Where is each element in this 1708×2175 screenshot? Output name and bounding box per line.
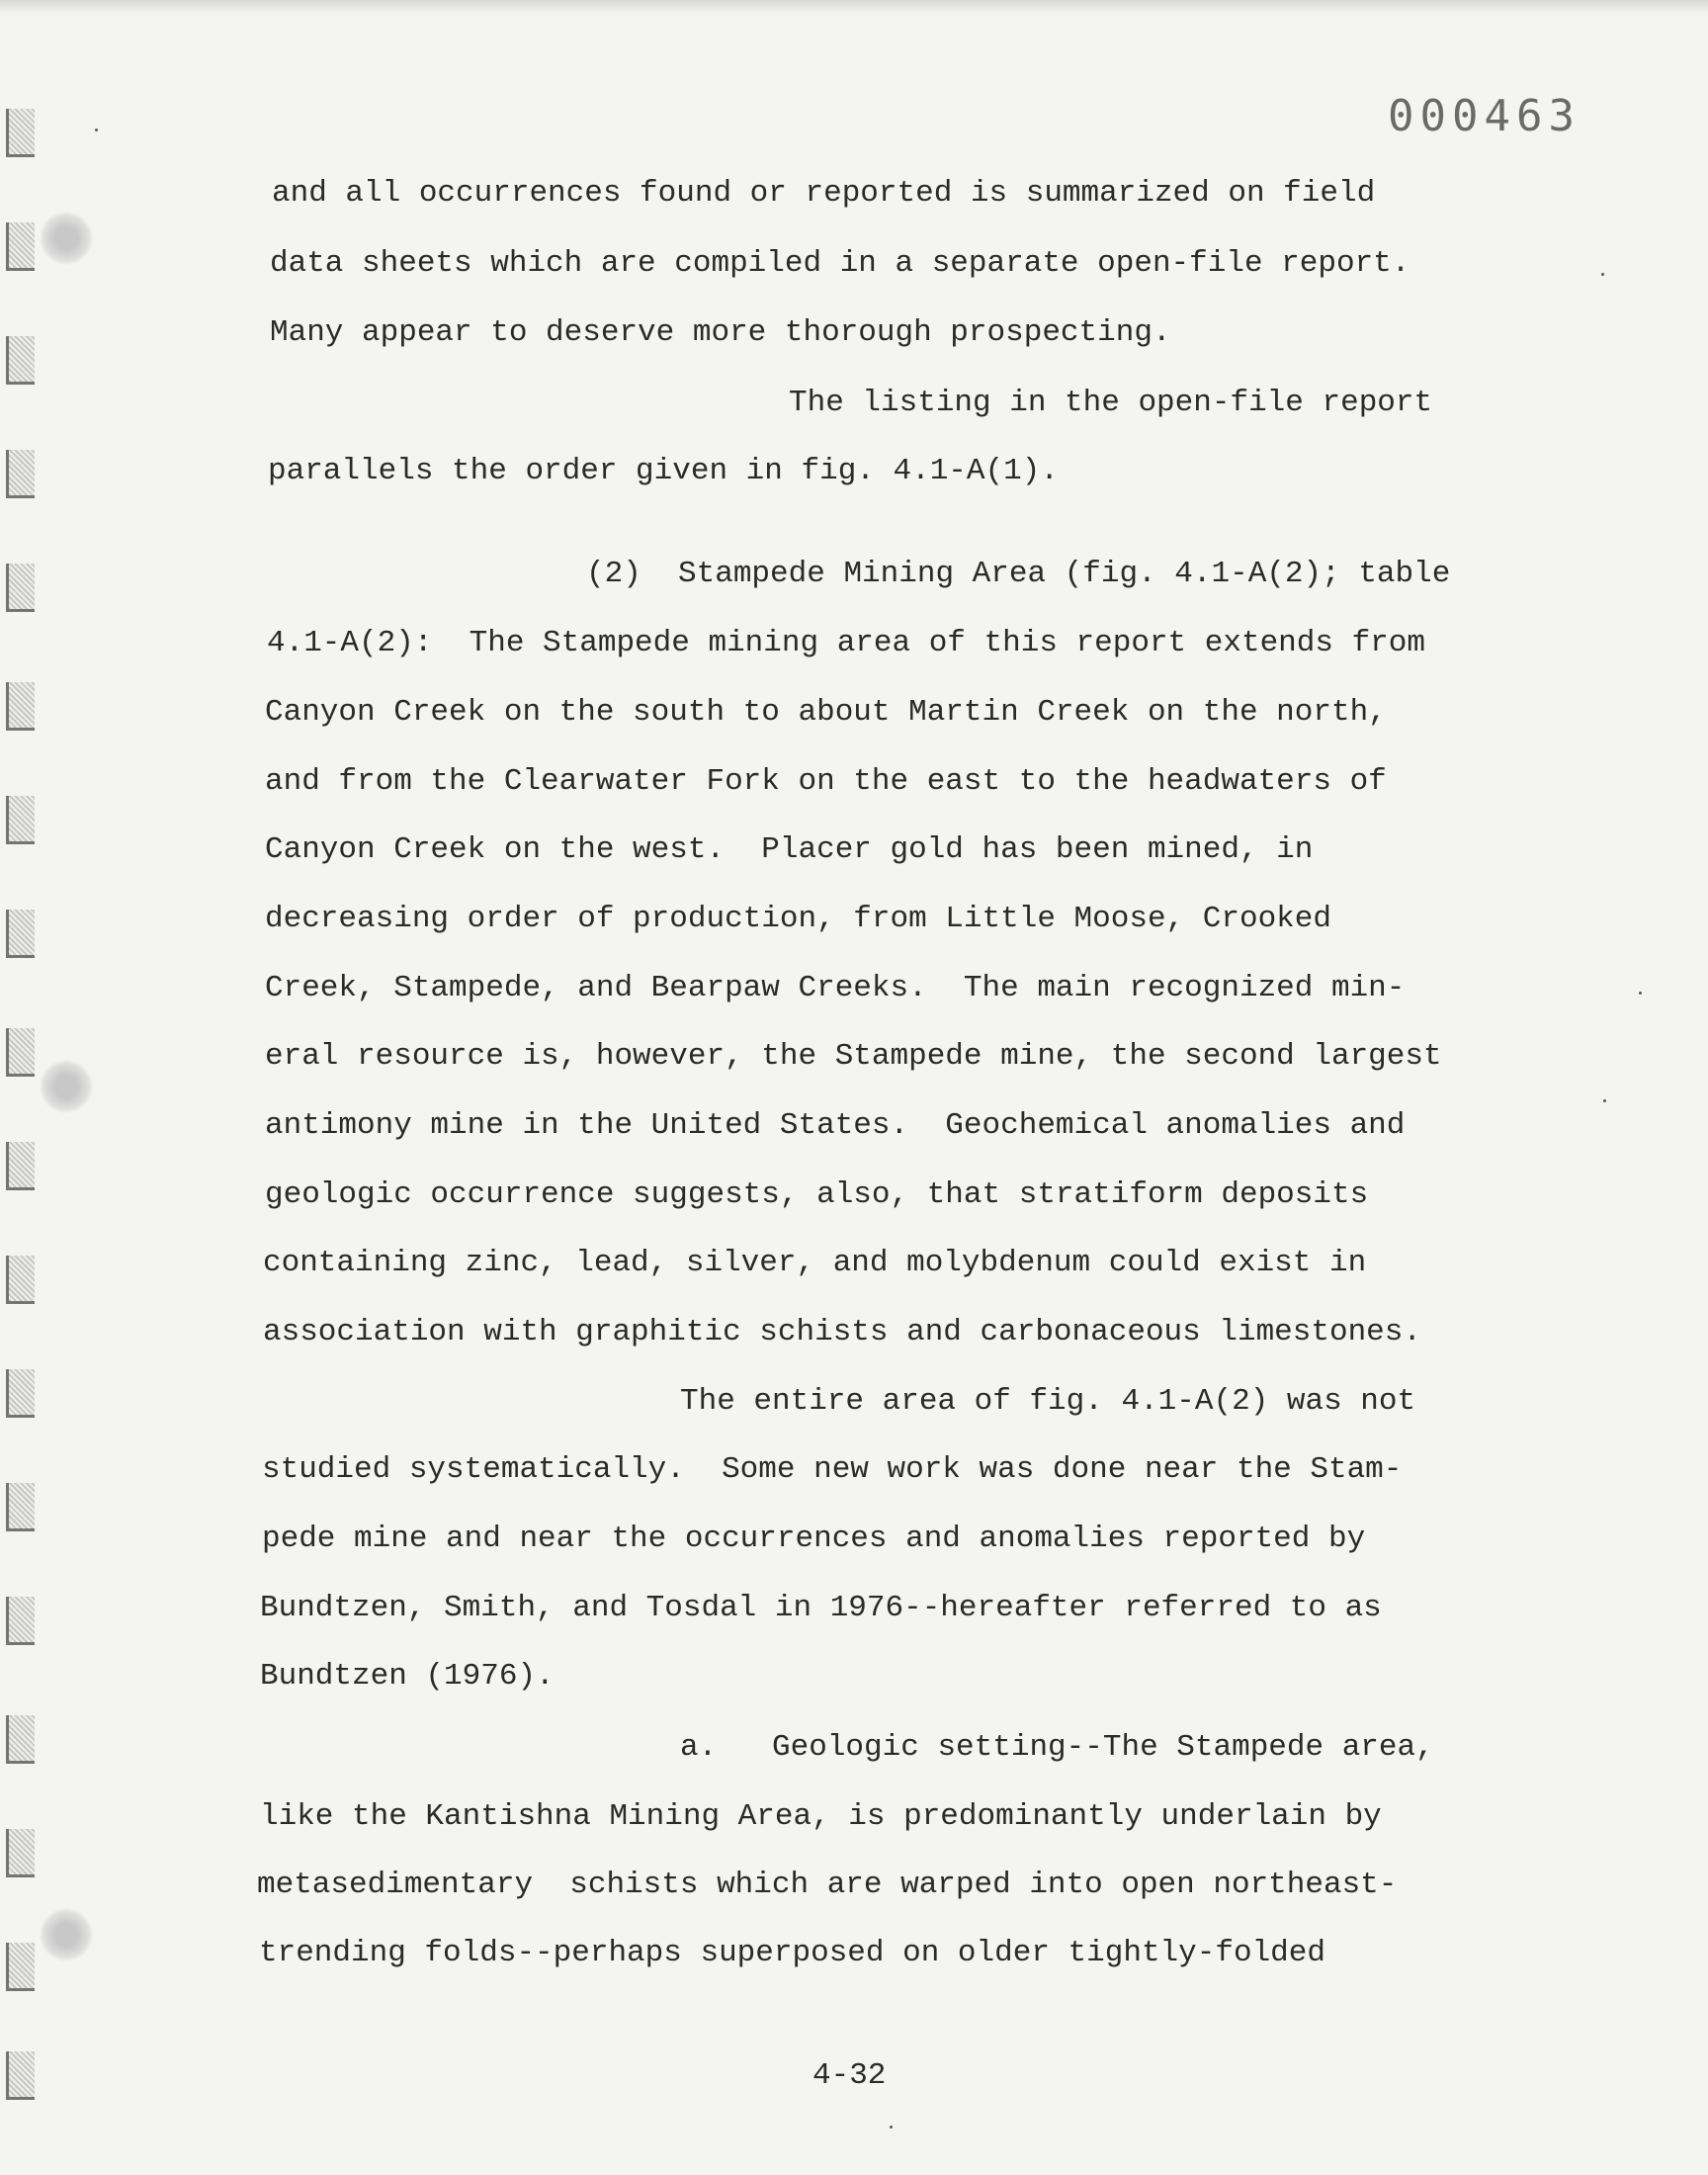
binding-mark [6,1597,35,1645]
text-line: Bundtzen (1976). [260,1659,555,1694]
binding-mark [6,450,35,498]
binding-mark [6,222,35,271]
text-line: data sheets which are compiled in a separate open-file report. [270,246,1410,281]
text-line: containing zinc, lead, silver, and molybdenum could exist in [263,1246,1367,1280]
punch-hole [40,1908,93,1961]
document-stamp-number: 000463 [1388,91,1580,141]
text-line: The listing in the open-file report [789,386,1433,420]
text-line: a. Geologic setting--The Stampede area, [680,1730,1434,1765]
binding-mark [6,796,35,844]
page-number: 4-32 [812,2058,887,2093]
punch-hole [40,1060,93,1113]
text-line: parallels the order given in fig. 4.1-A(1). [268,454,1059,488]
text-line: geologic occurrence suggests, also, that stratiform deposits [265,1177,1369,1212]
binding-mark [6,1369,35,1418]
text-line: and all occurrences found or reported is summarized on field [272,176,1376,211]
page-top-edge [0,0,1708,14]
binding-mark [6,1142,35,1190]
text-line: trending folds--perhaps superposed on older tightly-folded [259,1936,1325,1970]
text-line: eral resource is, however, the Stampede mine, the second largest [265,1039,1442,1074]
text-line: association with graphitic schists and carbonaceous limestones. [263,1315,1421,1349]
scan-speck [890,2126,893,2129]
text-line: Many appear to deserve more thorough prospecting. [270,315,1171,350]
binding-mark [6,1715,35,1764]
text-line: metasedimentary schists which are warped into open northeast- [257,1868,1398,1902]
text-line: 4.1-A(2): The Stampede mining area of this report extends from [267,626,1425,660]
text-line: (2) Stampede Mining Area (fig. 4.1-A(2); table [586,557,1451,591]
binding-mark [6,1829,35,1877]
binding-mark [6,1256,35,1304]
text-line: Canyon Creek on the west. Placer gold has been mined, in [265,832,1314,867]
binding-mark [6,336,35,385]
scan-speck [95,129,98,131]
text-line: like the Kantishna Mining Area, is predominantly underlain by [260,1799,1382,1834]
text-line: Canyon Creek on the south to about Martin Creek on the north, [265,695,1387,730]
binding-mark [6,564,35,612]
text-line: studied systematically. Some new work was done near the Stam- [262,1452,1403,1487]
text-line: and from the Clearwater Fork on the east to the headwaters of [265,764,1387,799]
binding-mark [6,1028,35,1077]
text-line: The entire area of fig. 4.1-A(2) was not [680,1384,1416,1419]
binding-mark [6,910,35,958]
scan-speck [1601,273,1604,276]
binding-mark [6,2051,35,2100]
text-line: antimony mine in the United States. Geochemical anomalies and [265,1108,1406,1143]
text-line: pede mine and near the occurrences and anomalies reported by [262,1522,1366,1556]
binding-mark [6,1943,35,1991]
text-line: decreasing order of production, from Little Moose, Crooked [265,902,1331,936]
text-line: Creek, Stampede, and Bearpaw Creeks. The main recognized min- [265,971,1406,1005]
scan-speck [1603,1099,1606,1102]
punch-hole [40,212,93,265]
binding-mark [6,1483,35,1531]
text-line: Bundtzen, Smith, and Tosdal in 1976--hereafter referred to as [260,1591,1382,1625]
scan-speck [1639,992,1642,995]
binding-mark [6,682,35,731]
binding-mark [6,109,35,157]
